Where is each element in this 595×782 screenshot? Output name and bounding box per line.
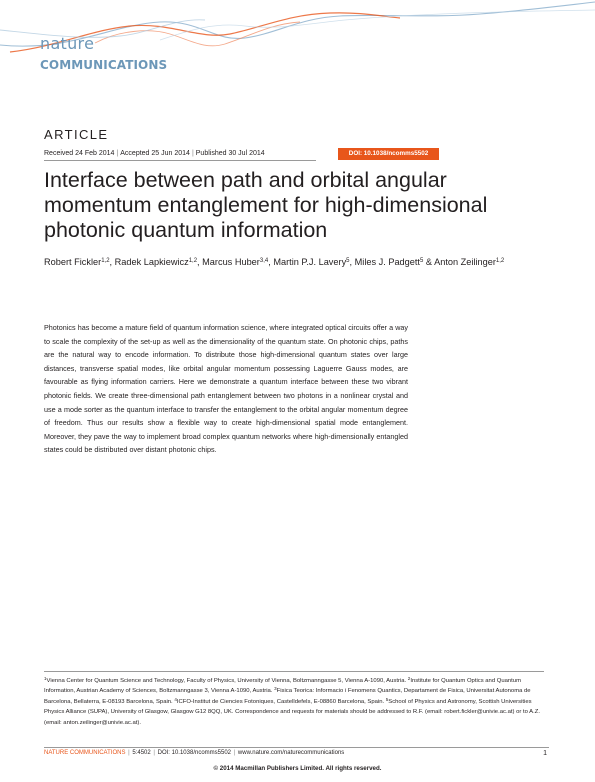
- affiliations-text: [44, 676, 550, 728]
- footer-article-id: 5:4502: [132, 750, 151, 756]
- author-separator: ,: [268, 257, 274, 267]
- author-affiliation-mark: 1,2: [495, 258, 505, 264]
- affiliation-number: 4: [174, 696, 177, 702]
- affiliation-number: 5: [385, 696, 389, 702]
- footer-doi[interactable]: DOI: 10.1038/ncomms5502: [157, 750, 231, 756]
- author-separator: ,: [349, 257, 355, 267]
- affiliation-text: School of Physics and Astronomy, Scottish Universities Physics Alliance (SUPA), University of Glasgow, Glasgow G12 8QQ, UK.: [44, 698, 532, 716]
- author-affiliation-mark: 1,2: [101, 258, 110, 264]
- affiliation-number: 3: [274, 686, 277, 692]
- affiliation-number: 2: [407, 676, 411, 681]
- affiliation-text: Institute for Quantum Optics and Quantum Information, Austrian Academy of Sciences, Boltzmanngasse 3, Vienna A-1090, Austria.: [44, 678, 521, 695]
- article-type-label: ARTICLE: [44, 127, 109, 142]
- affiliation-text: ICFO-Institut de Ciencies Fotoniques, Castelldefels, E-08860 Barcelona, Spain.: [176, 698, 386, 705]
- author-name: Martin P.J. Lavery: [273, 257, 347, 267]
- author-list: [44, 255, 544, 269]
- author-separator: ,: [197, 257, 203, 267]
- dates-divider: [44, 160, 316, 161]
- published-date: Published 30 Jul 2014: [195, 150, 265, 157]
- journal-logo-nature: nature: [40, 34, 95, 53]
- accepted-date: Accepted 25 Jun 2014: [120, 150, 190, 157]
- author-name: Miles J. Padgett: [354, 257, 420, 267]
- author-name: Radek Lapkiewicz: [114, 257, 189, 267]
- affiliation-number: 1: [44, 676, 47, 681]
- doi-badge[interactable]: DOI: 10.1038/ncomms5502: [338, 148, 439, 160]
- footer-url[interactable]: www.nature.com/naturecommunications: [237, 750, 345, 756]
- affiliations-divider: [44, 671, 544, 672]
- copyright-notice: © 2014 Macmillan Publishers Limited. All rights reserved.: [213, 765, 382, 772]
- affiliation-text: Fisica Teorica: Informacio i Fenomens Quantics, Departament de Fisica, Universitat Autonoma de Barcelona, Bellaterra, E-08193 Barcelona, Spain.: [44, 688, 531, 705]
- abstract-text: Photonics has become a mature field of quantum information science, where integrated optical circuits offer a way to scale the complexity of the set-up as well as the dimensionality of the quantum state. On photonic chips, paths are the natural way to encode information. To distribute those high-dimensional quantum states over large distances, transverse spatial modes, like orbital angular momentum possessing Laguerre Gauss modes, are favourable as flying information carriers. Here we demonstrate a quantum interface between these two vibrant photonic fields. We create three-dimensional path entanglement between two photons in a nonlinear crystal and use a mode sorter as the quantum interface to transfer the entanglement to the orbital angular momentum degree of freedom. Thus our results show a flexible way to create high-dimensional spatial mode entanglement. Moreover, they pave the way to implement broad complex quantum networks where high-dimensionally entangled states could be distributed over distant photonic chips.: [44, 323, 408, 455]
- author-separator: ,: [109, 257, 115, 267]
- footer-divider: [44, 747, 549, 748]
- author-separator: &: [423, 257, 435, 267]
- publication-dates: Received 24 Feb 2014 | Accepted 25 Jun 2014 | Published 30 Jul 2014: [44, 150, 265, 157]
- article-title: Interface between path and orbital angular momentum entanglement for high-dimensional photonic quantum information: [44, 168, 488, 242]
- page-number: 1: [543, 750, 547, 757]
- author-affiliation-mark: 3,4: [259, 258, 269, 264]
- author-affiliation-mark: 5: [420, 258, 424, 264]
- affiliation-text: Vienna Center for Quantum Science and Technology, Faculty of Physics, University of Vienna, Boltzmanngasse 5, Vienna A-1090, Austria.: [46, 678, 408, 684]
- author-affiliation-mark: 5: [346, 258, 350, 264]
- author-name: Anton Zeilinger: [434, 257, 496, 267]
- footer-journal-name[interactable]: NATURE COMMUNICATIONS: [44, 750, 126, 756]
- correspondence-text: Correspondence and requests for materials should be addressed to R.F. (email: robert.fickler@univie.ac.at) or to A.Z. (email: anton.zeilinger@univie.ac.at).: [44, 709, 540, 726]
- received-date: Received 24 Feb 2014: [44, 150, 115, 157]
- author-name: Robert Fickler: [44, 257, 102, 267]
- journal-logo-communications: COMMUNICATIONS: [40, 58, 168, 72]
- page-footer: NATURE COMMUNICATIONS | 5:4502 | DOI: 10.1038/ncomms5502 | www.nature.com/naturecommunications: [44, 750, 345, 756]
- author-name: Marcus Huber: [202, 257, 260, 267]
- author-affiliation-mark: 1,2: [188, 258, 198, 264]
